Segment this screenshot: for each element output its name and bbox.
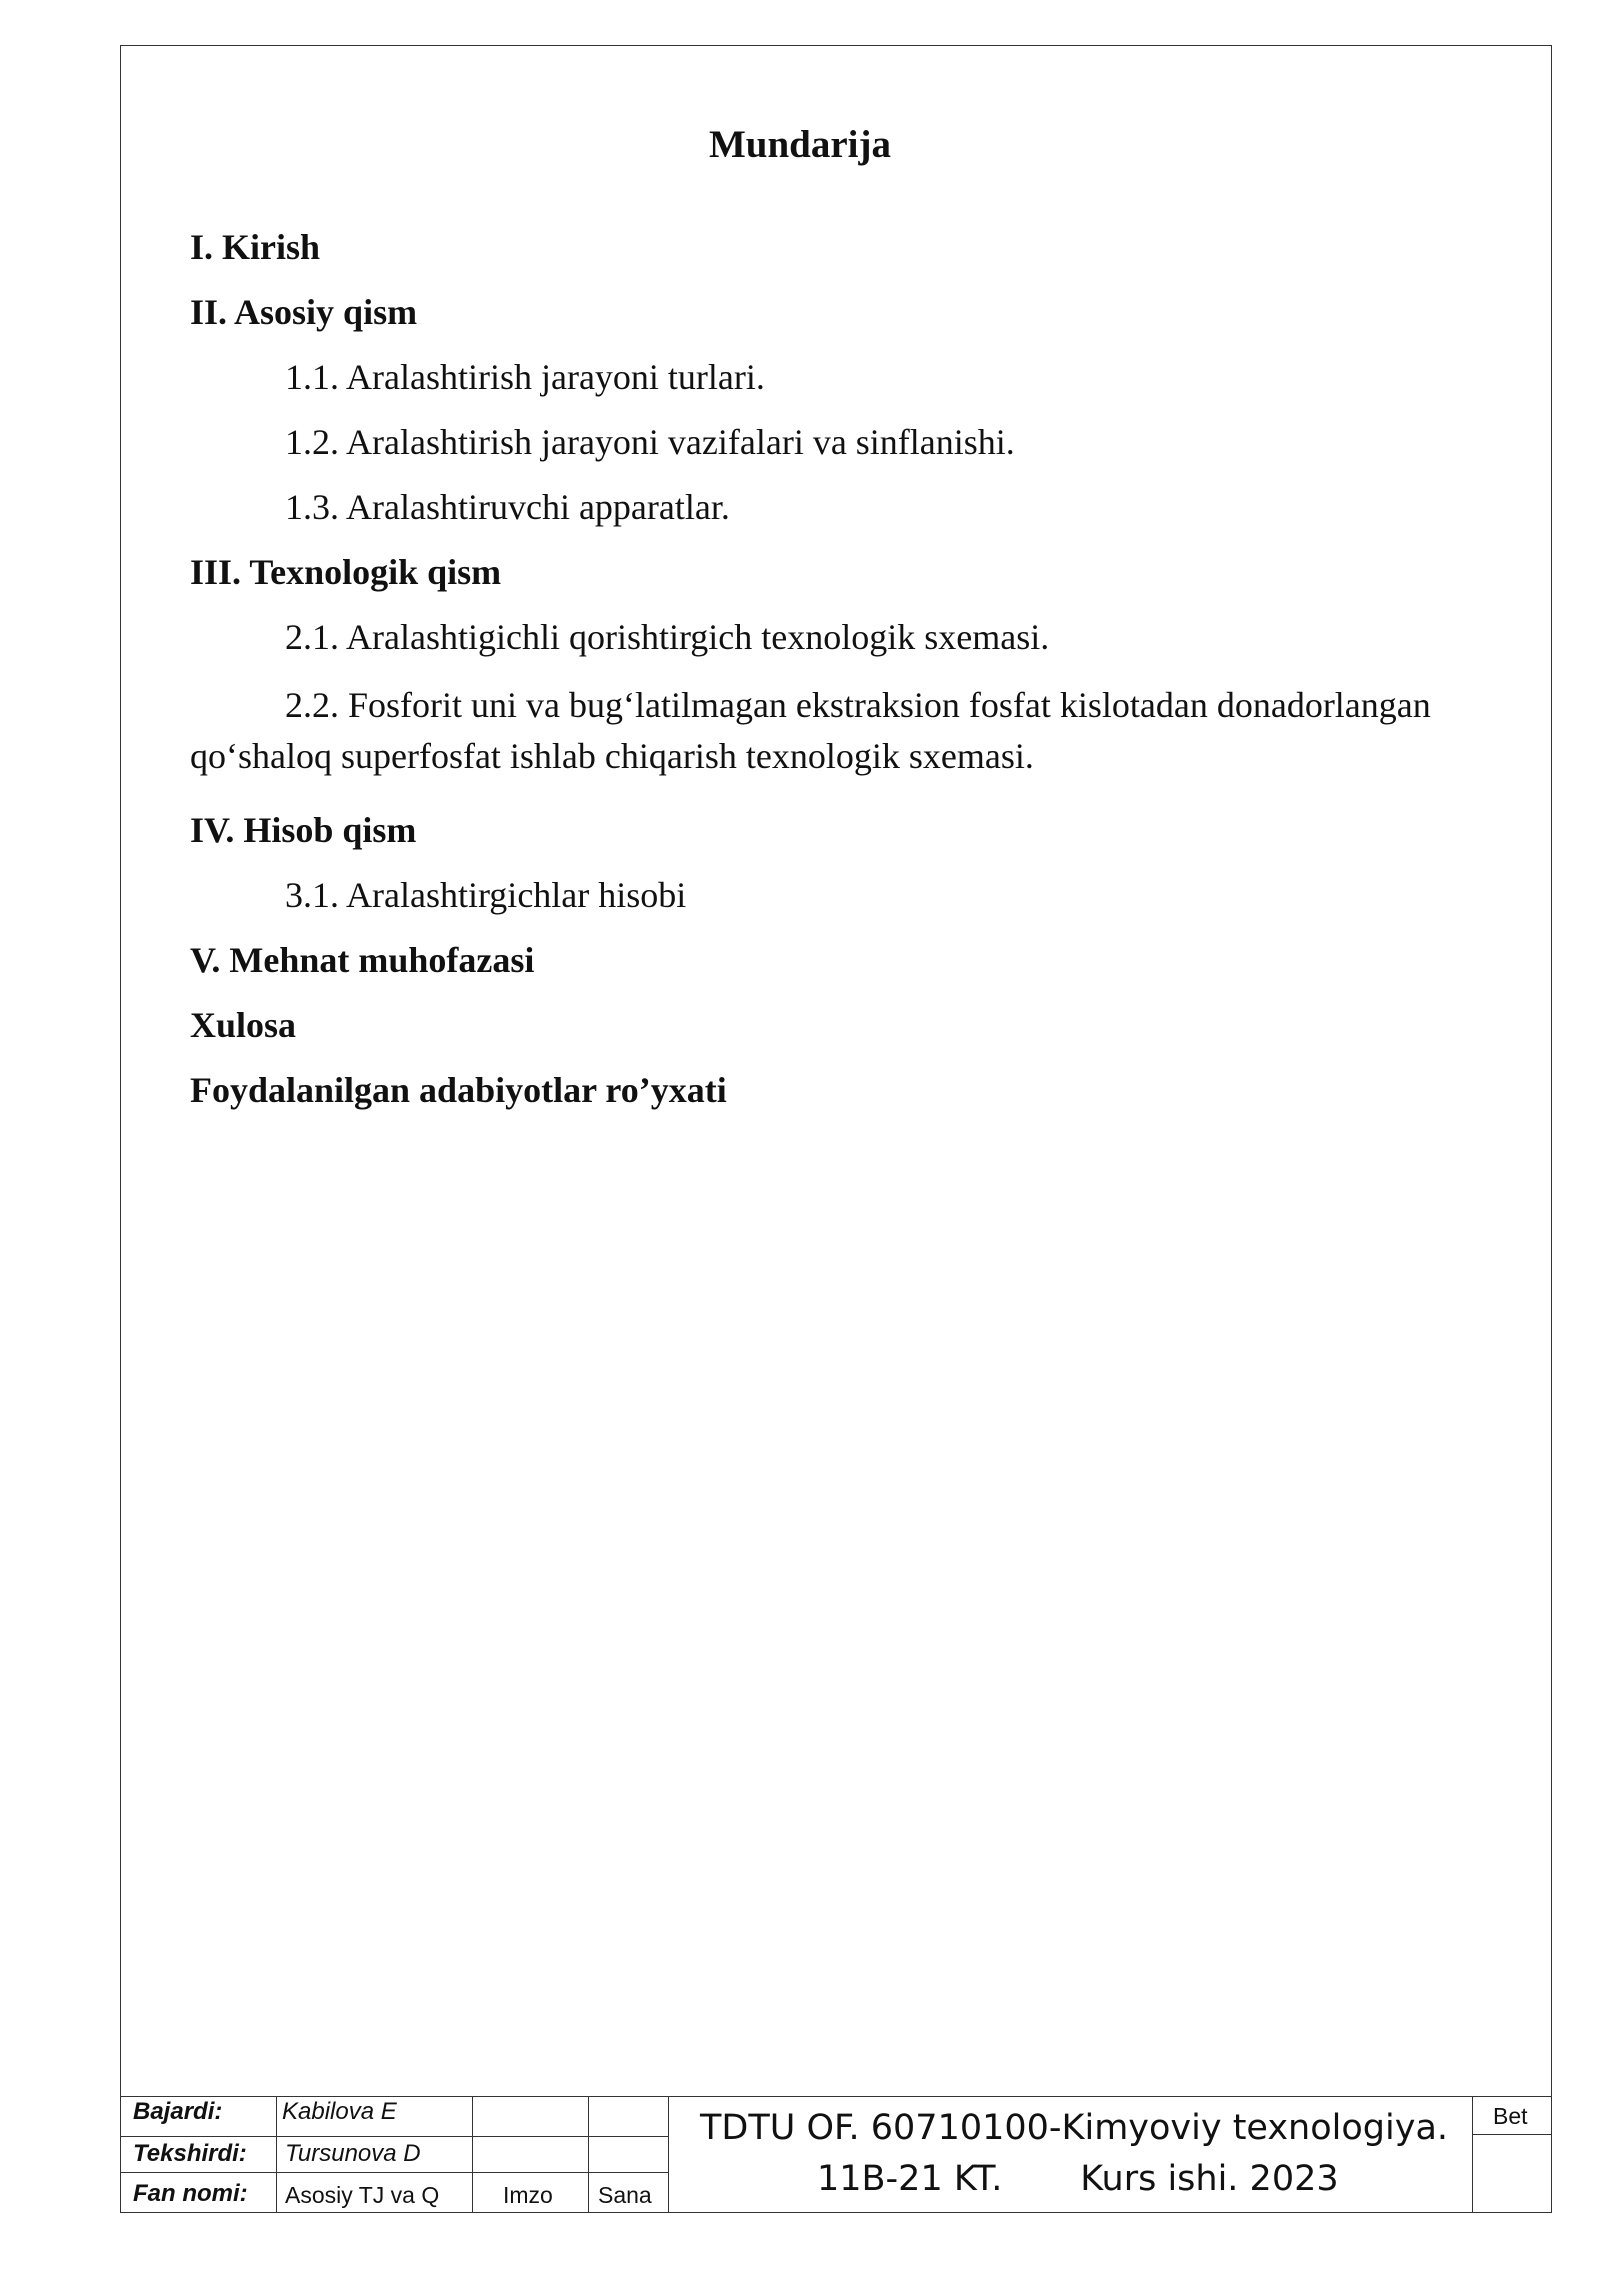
toc-entry: 2.1. Aralashtigichli qorishtirgich texnologik sxemasi. [285,617,1050,657]
toc-entry: Xulosa [190,1005,297,1045]
tekshirdi-label: Tekshirdi: [133,2140,247,2167]
toc-entry: IV. Hisob qism [190,810,417,850]
title-block-col-divider [472,2096,473,2213]
document-code-line-1: TDTU OF. 60710100-Kimyoviy texnologiya. [700,2108,1449,2148]
title-block-row-divider [120,2136,668,2137]
toc-entry: 1.2. Aralashtirish jarayoni vazifalari va sinflanishi. [285,422,1015,462]
bet-cell-divider [1472,2134,1552,2135]
bet-label: Bet [1493,2103,1528,2129]
document-code-line-2: 11B-21 KT. Kurs ishi. 2023 [817,2159,1339,2199]
fan-nomi-value: Asosiy TJ va Q [285,2182,440,2208]
toc-entry: V. Mehnat muhofazasi [190,940,535,980]
toc-entry: 3.1. Aralashtirgichlar hisobi [285,875,687,915]
title-block-col-divider [1472,2096,1473,2213]
bajardi-value: Kabilova E [282,2098,397,2125]
toc-entry: Foydalanilgan adabiyotlar ro’yxati [190,1070,727,1110]
title-block-col-divider [276,2096,277,2213]
tekshirdi-value: Tursunova D [285,2140,421,2167]
sana-label: Sana [598,2182,652,2208]
page-title: Mundarija [708,123,891,166]
title-block-col-divider [668,2096,669,2213]
toc-entry: II. Asosiy qism [190,292,418,332]
title-block [120,2096,1552,2213]
toc-entry: 1.1. Aralashtirish jarayoni turlari. [285,357,765,397]
title-block-top-border [120,2096,1552,2097]
toc-entry: III. Texnologik qism [190,552,502,592]
toc-entry: 1.3. Aralashtiruvchi apparatlar. [285,487,730,527]
table-of-contents [190,225,1490,1133]
toc-entry: 2.2. Fosforit uni va bug‘latilmagan ekstraksion fosfat kislotadan donadorlangan qo‘shaloq superfosfat ishlab chiqarish texnologik sxemasi. [190,685,1431,776]
imzo-label: Imzo [503,2182,553,2208]
title-block-col-divider [588,2096,589,2213]
bajardi-label: Bajardi: [133,2098,223,2125]
toc-entry: I. Kirish [190,227,321,267]
title-block-row-divider [120,2172,668,2173]
fan-nomi-label: Fan nomi: [133,2180,248,2207]
